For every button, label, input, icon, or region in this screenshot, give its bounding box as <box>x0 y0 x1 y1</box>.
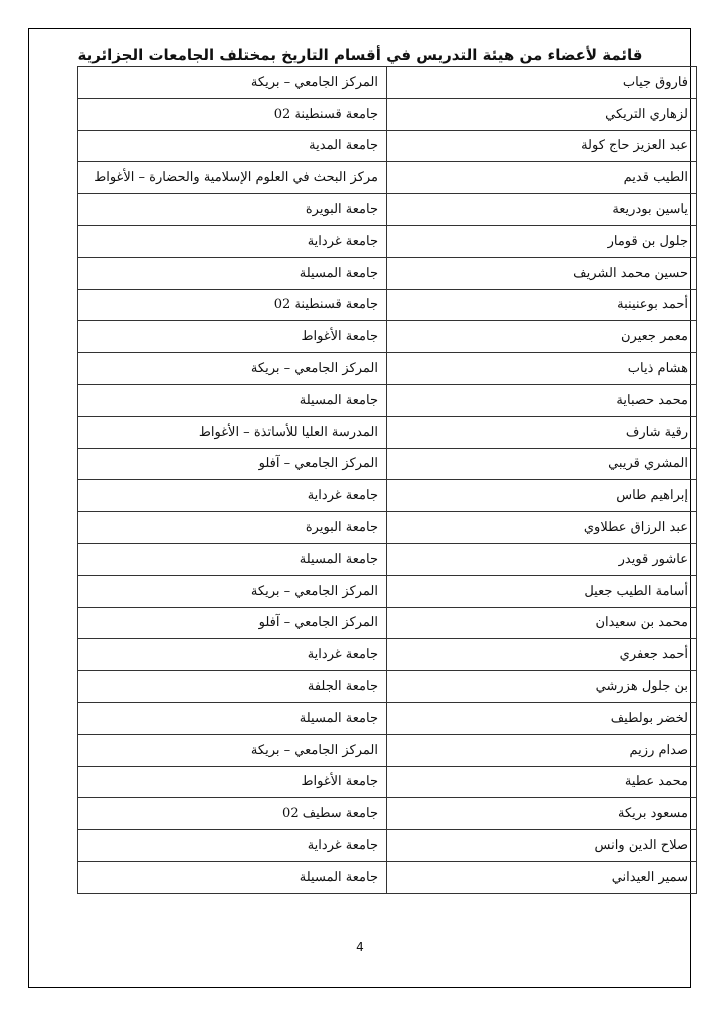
member-name-cell: عاشور قويدر <box>387 543 697 575</box>
institution-cell: جامعة الأغواط <box>78 766 387 798</box>
table-row <box>78 321 697 353</box>
institution-cell: مركز البحث في العلوم الإسلامية والحضارة – الأغواط <box>78 162 387 194</box>
table-row <box>78 861 697 893</box>
member-name-cell: رقية شارف <box>387 416 697 448</box>
table-row <box>78 798 697 830</box>
institution-cell: جامعة البويرة <box>78 512 387 544</box>
institution-cell: جامعة البويرة <box>78 194 387 226</box>
institution-cell: جامعة غرداية <box>78 480 387 512</box>
page-number: 4 <box>356 940 364 954</box>
member-name-cell: حسين محمد الشريف <box>387 257 697 289</box>
table-row <box>78 480 697 512</box>
table-row <box>78 639 697 671</box>
member-name-cell: عبد العزيز حاج كولة <box>387 130 697 162</box>
member-name-cell: سمير العيداني <box>387 861 697 893</box>
table-row <box>78 607 697 639</box>
table-row <box>78 766 697 798</box>
institution-cell: جامعة سطيف 02 <box>78 798 387 830</box>
member-name-cell: أحمد بوعنينبة <box>387 289 697 321</box>
member-name-cell: ياسين بودريعة <box>387 194 697 226</box>
table-row <box>78 98 697 130</box>
institution-cell: المركز الجامعي – بريكة <box>78 353 387 385</box>
institution-cell: جامعة غرداية <box>78 830 387 862</box>
table-row <box>78 194 697 226</box>
member-name-cell: محمد بن سعيدان <box>387 607 697 639</box>
member-name-cell: لخضر بولطيف <box>387 702 697 734</box>
institution-cell: المركز الجامعي – آفلو <box>78 448 387 480</box>
table-row <box>78 162 697 194</box>
table-row <box>78 830 697 862</box>
institution-cell: جامعة الأغواط <box>78 321 387 353</box>
table-row <box>78 543 697 575</box>
member-name-cell: هشام ذياب <box>387 353 697 385</box>
table-row <box>78 416 697 448</box>
table-row <box>78 734 697 766</box>
member-name-cell: الطيب قديم <box>387 162 697 194</box>
institution-cell: جامعة المسيلة <box>78 543 387 575</box>
faculty-table <box>77 66 697 894</box>
table-row <box>78 575 697 607</box>
institution-cell: المركز الجامعي – بريكة <box>78 734 387 766</box>
member-name-cell: أسامة الطيب جعيل <box>387 575 697 607</box>
institution-cell: المركز الجامعي – بريكة <box>78 67 387 99</box>
institution-cell: المركز الجامعي – بريكة <box>78 575 387 607</box>
institution-cell: جامعة المسيلة <box>78 861 387 893</box>
institution-cell: جامعة غرداية <box>78 225 387 257</box>
institution-cell: المركز الجامعي – آفلو <box>78 607 387 639</box>
table-row <box>78 702 697 734</box>
institution-cell: جامعة المسيلة <box>78 257 387 289</box>
member-name-cell: عبد الرزاق عطلاوي <box>387 512 697 544</box>
member-name-cell: مسعود بريكة <box>387 798 697 830</box>
institution-cell: جامعة قسنطينة 02 <box>78 289 387 321</box>
table-row <box>78 130 697 162</box>
member-name-cell: إبراهيم طاس <box>387 480 697 512</box>
table-row <box>78 67 697 99</box>
table-row <box>78 353 697 385</box>
member-name-cell: صدام رزيم <box>387 734 697 766</box>
member-name-cell: محمد حصباية <box>387 384 697 416</box>
member-name-cell: محمد عطية <box>387 766 697 798</box>
table-row <box>78 448 697 480</box>
table-row <box>78 512 697 544</box>
faculty-table-body <box>78 67 697 894</box>
table-row <box>78 384 697 416</box>
table-row <box>78 257 697 289</box>
member-name-cell: فاروق جياب <box>387 67 697 99</box>
institution-cell: المدرسة العليا للأساتذة – الأغواط <box>78 416 387 448</box>
document-title: قائمة لأعضاء من هيئة التدريس في أقسام التاريخ بمختلف الجامعات الجزائرية <box>77 46 643 64</box>
member-name-cell: بن جلول هزرشي <box>387 671 697 703</box>
institution-cell: جامعة المدية <box>78 130 387 162</box>
member-name-cell: معمر جعيرن <box>387 321 697 353</box>
institution-cell: جامعة المسيلة <box>78 384 387 416</box>
member-name-cell: أحمد جعفري <box>387 639 697 671</box>
member-name-cell: جلول بن قومار <box>387 225 697 257</box>
table-row <box>78 225 697 257</box>
table-row <box>78 671 697 703</box>
institution-cell: جامعة غرداية <box>78 639 387 671</box>
table-row <box>78 289 697 321</box>
member-name-cell: المشري قريبي <box>387 448 697 480</box>
member-name-cell: صلاح الدين وانس <box>387 830 697 862</box>
member-name-cell: لزهاري التريكي <box>387 98 697 130</box>
institution-cell: جامعة الجلفة <box>78 671 387 703</box>
institution-cell: جامعة المسيلة <box>78 702 387 734</box>
institution-cell: جامعة قسنطينة 02 <box>78 98 387 130</box>
